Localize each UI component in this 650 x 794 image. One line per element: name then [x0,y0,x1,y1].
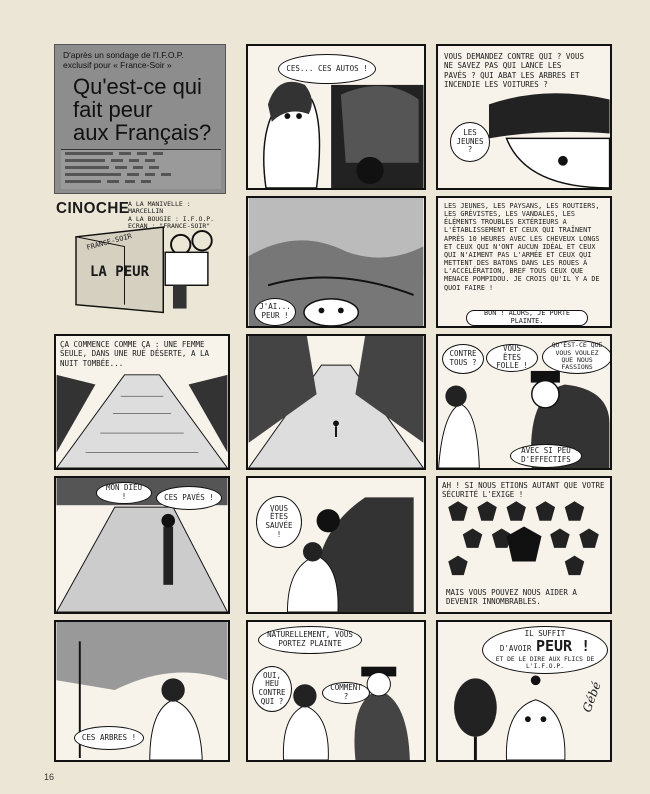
panel-15-bubble-peur: PEUR ! [535,637,591,656]
cinoche-credits-line1: A LA MANIVELLE : MARCELLIN [128,200,191,216]
panel-12 [436,476,612,614]
panel-10 [54,476,230,614]
survey-headline-line3: aux Français? [73,120,212,146]
panel-9 [436,334,612,470]
panel-5-bubble: J'AI... PEUR ! [254,298,296,326]
artist-signature: Gébé [579,679,604,715]
panel-2-bubble: CES... CES AUTOS ! [278,54,376,84]
panel-15-bubble-line1: IL SUFFIT [524,628,566,638]
survey-headline-line2: fait peur [73,97,153,123]
survey-intro [63,50,184,70]
panel-7-caption: ÇA COMMENCE COMME ÇA : UNE FEMME SEULE, DANS UNE RUE DÉSERTE, A LA NUIT TOMBÉE... [60,340,226,368]
panel-14-bubble3: COMMENT ? [322,682,370,704]
panel-4 [54,196,226,328]
panel-3 [436,44,612,190]
cinoche-credits [128,201,226,231]
panel-15-bubble-line3: ET DE LE DIRE AUX FLICS DE L'I.F.O.P. [495,655,595,670]
panel-10-bubble1: MON DIEU ! [96,482,152,504]
panel-8-art [248,336,424,468]
panel-15-bubble [482,626,608,674]
cinoche-credits-line3: ECRAN : "FRANCE-SOIR" [128,222,211,231]
panel-9-bubble3: QU'EST-CE QUE VOUS VOULEZ QUE NOUS FASSIONS [542,340,612,374]
panel-13-bubble: CES ARBRES ! [74,726,144,750]
panel-9-bubble2: VOUS ÊTES FOLLE ! [486,344,538,372]
panel-12-caption-bottom: MAIS VOUS POUVEZ NOUS AIDER A DEVENIR INNOMBRABLES. [446,588,577,607]
survey-intro-line1: D'après un sondage de l'I.F.O.P. [63,50,184,60]
panel-12-caption-top: AH ! SI NOUS ETIONS AUTANT QUE VOTRE SÉCURITÉ L'EXIGE ! [442,481,605,500]
panel-2 [246,44,426,190]
panel-15-bubble-line2a: D'AVOIR [499,644,532,654]
panel-14-bubble2: OUI, HEU CONTRE QUI ? [252,666,292,712]
cinoche-credits-line2: A LA BOUGIE : I.F.O.P. [128,214,215,223]
cinoche-title: CINOCHE [56,200,130,217]
page-number: 16 [44,772,55,782]
panel-9-bubble4: AVEC SI PEU D'EFFECTIFS [510,444,582,468]
panel-6-bubble: BON ! ALORS, JE PORTE PLAINTE. [466,310,588,326]
survey-intro-line2: exclusif pour « France-Soir » [63,60,172,71]
panel-6 [436,196,612,328]
panel-7 [54,334,230,470]
panel-11 [246,476,426,614]
cinoche-screen-text: LA PEUR [90,264,150,280]
cinoche-header [56,200,226,231]
panel-14 [246,620,426,762]
survey-headline [73,75,211,144]
cinoche-projection-sign: FRANCE-SOIR [85,232,133,252]
panel-5 [246,196,426,328]
panel-3-bubble: LES JEUNES ? [450,122,490,162]
panel-11-bubble: VOUS ÊTES SAUVÉE ! [256,496,302,548]
panel-14-bubble1: NATURELLEMENT, VOUS PORTEZ PLAINTE [258,626,362,654]
panel-10-bubble2: CES PAVÉS ! [156,486,222,510]
survey-results-table-image [61,149,221,189]
panel-3-caption: VOUS DEMANDEZ CONTRE QUI ? VOUS NE SAVEZ PAS QUI LANCE LES PAVÉS ? QUI ABAT LES ARBRES ET INCENDIE LES VOITURES ? [444,52,584,90]
panel-15-bubble-line2 [500,638,590,655]
survey-headline-line1: Qu'est-ce qui [73,74,202,99]
panel-8 [246,334,426,470]
survey-title-card [54,44,226,194]
panel-13 [54,620,230,762]
panel-6-caption: LES JEUNES, LES PAYSANS, LES ROUTIERS, LES GRÉVISTES, LES VANDALES, LES ÉLÉMENTS TROUBLES EXTÉRIEURS A L'ÉTABLISSEMENT ET CEUX QUI TRAÎNENT APRÈS 10 HEURES AVEC LES CHEVEUX LONGS ET CEUX QUI N'ONT AUCUN IDÉAL ET CEUX QUI N'AIMENT PAS L'ARMÉE ET CEUX QUI METTENT DES BATONS DANS LES ROUES À L'ACCÉLÉRATION, BREF TOUS CEUX QUE MENACE POMPIDOU. JE CROIS QU'IL Y A DE QUOI FAIRE ! [444,202,608,292]
panel-9-bubble1: CONTRE TOUS ? [442,344,484,374]
